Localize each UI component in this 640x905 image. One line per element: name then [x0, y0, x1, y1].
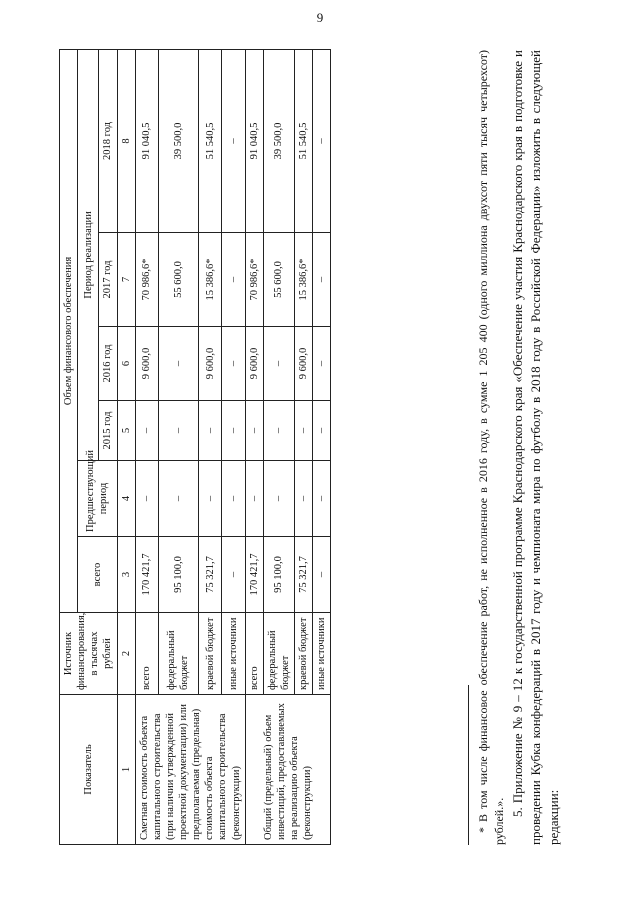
value-cell: 39 500,0	[158, 49, 198, 232]
column-number: 8	[117, 49, 135, 232]
value-cell: 75 321,7	[295, 537, 313, 613]
table-row	[135, 49, 158, 844]
value-cell: 55 600,0	[263, 233, 294, 327]
value-cell: 95 100,0	[263, 537, 294, 613]
source-cell: всего	[245, 613, 263, 695]
value-cell: –	[135, 461, 158, 537]
value-cell: –	[313, 461, 331, 537]
value-cell: –	[263, 401, 294, 461]
value-cell: –	[222, 49, 245, 232]
value-cell: 15 386,6*	[295, 233, 313, 327]
page-number: 9	[316, 10, 324, 25]
value-cell: 9 600,0	[295, 327, 313, 401]
source-cell: федеральный бюджет	[263, 613, 294, 695]
value-cell: 70 986,6*	[245, 233, 263, 327]
value-cell: 170 421,7	[245, 537, 263, 613]
header-year-2015: 2015 год	[99, 401, 117, 461]
column-number: 3	[117, 537, 135, 613]
value-cell: –	[313, 401, 331, 461]
source-cell: федеральный бюджет	[158, 613, 198, 695]
value-cell: –	[313, 327, 331, 401]
value-cell: –	[222, 537, 245, 613]
value-cell: –	[245, 401, 263, 461]
source-cell: краевой бюджет	[295, 613, 313, 695]
value-cell: –	[199, 461, 222, 537]
rotated-content	[35, 50, 605, 845]
column-number: 6	[117, 327, 135, 401]
header-indicator: Показатель	[60, 695, 118, 845]
value-cell: –	[222, 327, 245, 401]
value-cell: –	[222, 401, 245, 461]
header-year-2016: 2016 год	[99, 327, 117, 401]
value-cell: –	[313, 537, 331, 613]
value-cell: –	[158, 461, 198, 537]
value-cell: 51 540,5	[295, 49, 313, 232]
value-cell: –	[158, 401, 198, 461]
column-number-row	[117, 49, 135, 844]
value-cell: –	[263, 327, 294, 401]
indicator-estimated-cost: Сметная стоимость объекта капитального строительства (при наличии утвержденной проектной документации) или предполагаемая (предельная) стоимость объекта капитального строительства (реконструкции)	[135, 695, 245, 845]
value-cell: 95 100,0	[158, 537, 198, 613]
column-number: 5	[117, 401, 135, 461]
source-cell: иные источники	[313, 613, 331, 695]
value-cell: 51 540,5	[199, 49, 222, 232]
header-total: всего	[78, 537, 117, 613]
value-cell: 75 321,7	[199, 537, 222, 613]
header-implementation-period: Период реализации	[78, 49, 99, 460]
header-prior-period: Предшествующий период	[78, 461, 117, 537]
value-cell: –	[295, 461, 313, 537]
value-cell: –	[135, 401, 158, 461]
value-cell: –	[158, 327, 198, 401]
value-cell: 70 986,6*	[135, 233, 158, 327]
value-cell: 39 500,0	[263, 49, 294, 232]
column-number: 1	[117, 695, 135, 845]
header-source: Источник финансирования, в тысячах рублей	[60, 613, 118, 695]
value-cell: –	[313, 233, 331, 327]
table-header	[60, 49, 136, 844]
value-cell: 170 421,7	[135, 537, 158, 613]
header-year-2017: 2017 год	[99, 233, 117, 327]
column-number: 2	[117, 613, 135, 695]
value-cell: 91 040,5	[245, 49, 263, 232]
value-cell: 15 386,6*	[199, 233, 222, 327]
indicator-investment-volume: Общий (предельный) объем инвестиций, предоставляемых на реализацию объекта (реконструкции)	[245, 695, 331, 845]
financing-table	[59, 49, 331, 845]
source-cell: иные источники	[222, 613, 245, 695]
header-funding-volume: Объем финансового обеспечения	[60, 49, 78, 612]
value-cell: –	[295, 401, 313, 461]
value-cell: 91 040,5	[135, 49, 158, 232]
source-cell: всего	[135, 613, 158, 695]
column-number: 4	[117, 461, 135, 537]
value-cell: 9 600,0	[135, 327, 158, 401]
value-cell: –	[222, 233, 245, 327]
amendment-paragraph: 5. Приложение № 9 – 12 к государственной программе Краснодарского края «Обеспечение участия Краснодарского края в подготовке и проведении Кубка конфедераций в 2017 году и чемпионата мира по футболу в 2018 году в Российской Федерации» изложить в следующей редакции:	[510, 50, 562, 845]
value-cell: –	[222, 461, 245, 537]
footnote-text: * В том числе финансовое обеспечение работ, не исполненное в 2016 году, в сумме 1 205 400 (одного миллиона двухсот пяти тысяч четырехсот) рублей.».	[476, 50, 507, 845]
value-cell: –	[313, 49, 331, 232]
value-cell: 55 600,0	[158, 233, 198, 327]
value-cell: 9 600,0	[245, 327, 263, 401]
notes-section	[468, 50, 563, 845]
source-cell: краевой бюджет	[199, 613, 222, 695]
footnote-separator	[468, 685, 469, 845]
value-cell: –	[263, 461, 294, 537]
column-number: 7	[117, 233, 135, 327]
header-year-2018: 2018 год	[99, 49, 117, 232]
value-cell: –	[199, 401, 222, 461]
table-row	[245, 49, 263, 844]
value-cell: –	[245, 461, 263, 537]
value-cell: 9 600,0	[199, 327, 222, 401]
